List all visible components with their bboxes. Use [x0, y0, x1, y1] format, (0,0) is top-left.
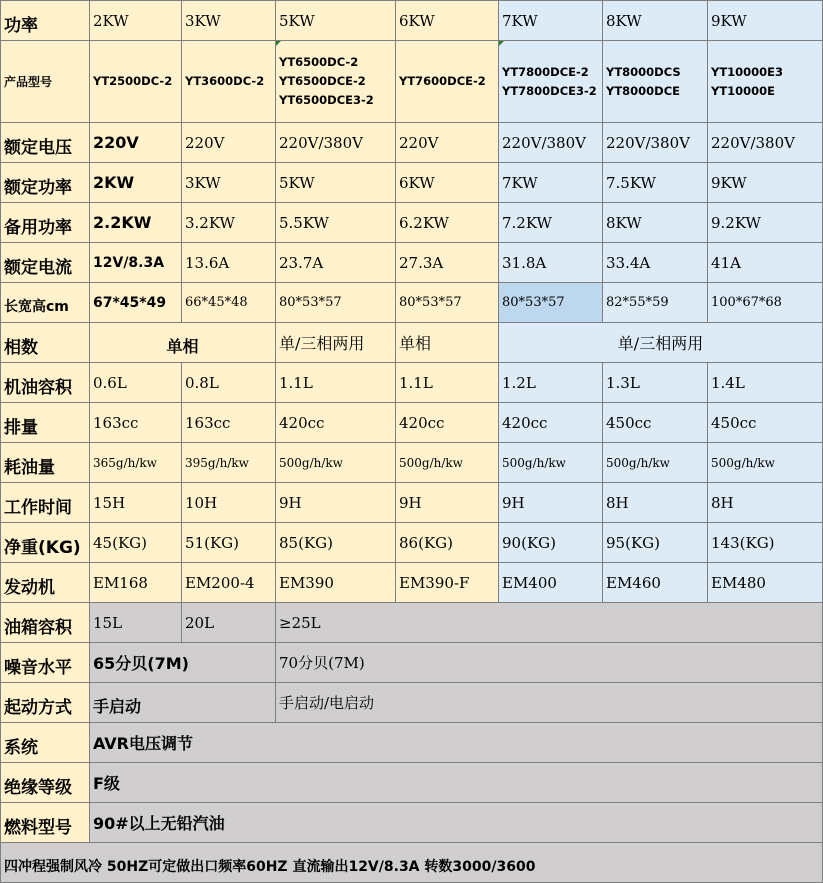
- row-system: [1, 723, 823, 763]
- row-tank-capacity: [1, 603, 823, 643]
- row-insulation: [1, 763, 823, 803]
- cell[interactable]: 12V/8.3A: [90, 243, 182, 283]
- model-name: YT10000E: [711, 83, 776, 98]
- cell[interactable]: 90(KG): [499, 523, 603, 563]
- row-label: 功率: [1, 1, 90, 41]
- cell[interactable]: 13.6A: [182, 243, 276, 283]
- cell[interactable]: 7.5KW: [603, 163, 708, 203]
- row-label: 长宽高cm: [1, 283, 90, 323]
- model-name: YT6500DCE3-2: [279, 93, 374, 107]
- model-name: YT3600DC-2: [185, 74, 265, 88]
- row-standby-power: [1, 203, 823, 243]
- cell[interactable]: EM480: [708, 563, 823, 603]
- cell[interactable]: 220V/380V: [708, 123, 823, 163]
- row-label: 绝缘等级: [1, 763, 90, 803]
- cell[interactable]: 8KW: [603, 1, 708, 41]
- cell[interactable]: 9KW: [708, 163, 823, 203]
- row-label: 净重(KG): [1, 523, 90, 563]
- cell[interactable]: 500g/h/kw: [396, 443, 499, 483]
- row-run-time: [1, 483, 823, 523]
- cell[interactable]: 1.4L: [708, 363, 823, 403]
- row-label: 噪音水平: [1, 643, 90, 683]
- model-name: YT10000E3: [711, 64, 784, 79]
- cell[interactable]: 27.3A: [396, 243, 499, 283]
- cell[interactable]: 2KW: [90, 163, 182, 203]
- row-label: 起动方式: [1, 683, 90, 723]
- cell[interactable]: 单相: [90, 323, 276, 363]
- cell[interactable]: 5.5KW: [276, 203, 396, 243]
- cell[interactable]: 31.8A: [499, 243, 603, 283]
- cell[interactable]: EM390: [276, 563, 396, 603]
- cell[interactable]: 1.3L: [603, 363, 708, 403]
- model-name: YT7800DCE3-2: [502, 83, 597, 98]
- cell[interactable]: 90#以上无铅汽油: [90, 803, 823, 843]
- model-name: YT7800DCE-2: [502, 64, 589, 79]
- cell[interactable]: 365g/h/kw: [90, 443, 182, 483]
- row-label: 备用功率: [1, 203, 90, 243]
- cell[interactable]: 10H: [182, 483, 276, 523]
- cell[interactable]: 65分贝(7M): [90, 643, 276, 683]
- cell[interactable]: 单相: [396, 323, 499, 363]
- cell[interactable]: [708, 41, 823, 123]
- cell[interactable]: 220V: [396, 123, 499, 163]
- row-rated-voltage: [1, 123, 823, 163]
- cell[interactable]: 2KW: [90, 1, 182, 41]
- row-oil-capacity: [1, 363, 823, 403]
- cell[interactable]: 85(KG): [276, 523, 396, 563]
- cell[interactable]: 70分贝(7M): [276, 643, 823, 683]
- row-fuel-type: [1, 803, 823, 843]
- cell[interactable]: 86(KG): [396, 523, 499, 563]
- cell[interactable]: 单/三相两用: [276, 323, 396, 363]
- cell[interactable]: 500g/h/kw: [276, 443, 396, 483]
- cell[interactable]: 5KW: [276, 163, 396, 203]
- cell[interactable]: 7.2KW: [499, 203, 603, 243]
- cell[interactable]: 500g/h/kw: [603, 443, 708, 483]
- cell[interactable]: 23.7A: [276, 243, 396, 283]
- cell[interactable]: 单/三相两用: [499, 323, 823, 363]
- model-name: YT7600DCE-2: [399, 74, 486, 88]
- cell[interactable]: 6.2KW: [396, 203, 499, 243]
- cell[interactable]: 8H: [603, 483, 708, 523]
- row-rated-power: [1, 163, 823, 203]
- cell[interactable]: [276, 41, 396, 123]
- row-label: 机油容积: [1, 363, 90, 403]
- cell[interactable]: 163cc: [182, 403, 276, 443]
- cell[interactable]: 220V/380V: [499, 123, 603, 163]
- cell[interactable]: 143(KG): [708, 523, 823, 563]
- row-label: 发动机: [1, 563, 90, 603]
- row-label: 油箱容积: [1, 603, 90, 643]
- cell[interactable]: 15L: [90, 603, 182, 643]
- cell[interactable]: 9KW: [708, 1, 823, 41]
- cell[interactable]: [90, 41, 182, 123]
- cell[interactable]: 手启动/电启动: [276, 683, 823, 723]
- cell[interactable]: F级: [90, 763, 823, 803]
- cell[interactable]: 20L: [182, 603, 276, 643]
- selected-cell[interactable]: 80*53*57: [499, 283, 603, 323]
- cell[interactable]: 1.2L: [499, 363, 603, 403]
- cell[interactable]: 5KW: [276, 1, 396, 41]
- cell[interactable]: EM390-F: [396, 563, 499, 603]
- footer-note[interactable]: 四冲程强制风冷 50HZ可定做出口频率60HZ 直流输出12V/8.3A 转数3000/3600: [1, 843, 823, 883]
- cell[interactable]: 500g/h/kw: [499, 443, 603, 483]
- cell[interactable]: EM168: [90, 563, 182, 603]
- model-name: YT8000DCS: [606, 64, 681, 79]
- cell[interactable]: 2.2KW: [90, 203, 182, 243]
- cell[interactable]: EM200-4: [182, 563, 276, 603]
- cell[interactable]: 82*55*59: [603, 283, 708, 323]
- cell[interactable]: EM460: [603, 563, 708, 603]
- row-label: 相数: [1, 323, 90, 363]
- cell[interactable]: [182, 41, 276, 123]
- row-footer: [1, 843, 823, 883]
- cell[interactable]: 220V/380V: [276, 123, 396, 163]
- row-dimensions: [1, 283, 823, 323]
- row-label: 产品型号: [1, 41, 90, 123]
- row-noise: [1, 643, 823, 683]
- cell[interactable]: 500g/h/kw: [708, 443, 823, 483]
- row-label: 额定电流: [1, 243, 90, 283]
- cell[interactable]: 45(KG): [90, 523, 182, 563]
- cell[interactable]: 9H: [276, 483, 396, 523]
- cell[interactable]: [396, 41, 499, 123]
- cell[interactable]: 420cc: [499, 403, 603, 443]
- row-fuel-consumption: [1, 443, 823, 483]
- cell[interactable]: [499, 41, 603, 123]
- cell[interactable]: 395g/h/kw: [182, 443, 276, 483]
- cell[interactable]: 220V/380V: [603, 123, 708, 163]
- cell[interactable]: 7KW: [499, 1, 603, 41]
- row-engine: [1, 563, 823, 603]
- cell[interactable]: 220V: [90, 123, 182, 163]
- cell[interactable]: 7KW: [499, 163, 603, 203]
- cell[interactable]: 9H: [499, 483, 603, 523]
- cell[interactable]: 8KW: [603, 203, 708, 243]
- row-net-weight: [1, 523, 823, 563]
- cell[interactable]: ≥25L: [276, 603, 823, 643]
- cell[interactable]: EM400: [499, 563, 603, 603]
- cell[interactable]: 0.6L: [90, 363, 182, 403]
- row-label: 系统: [1, 723, 90, 763]
- cell[interactable]: 6KW: [396, 163, 499, 203]
- cell[interactable]: [603, 41, 708, 123]
- row-model: [1, 41, 823, 123]
- cell[interactable]: 80*53*57: [276, 283, 396, 323]
- cell[interactable]: 163cc: [90, 403, 182, 443]
- cell[interactable]: 手启动: [90, 683, 276, 723]
- model-name: YT2500DC-2: [93, 74, 173, 88]
- cell[interactable]: 95(KG): [603, 523, 708, 563]
- cell[interactable]: 6KW: [396, 1, 499, 41]
- cell[interactable]: 3KW: [182, 163, 276, 203]
- cell[interactable]: 33.4A: [603, 243, 708, 283]
- cell[interactable]: 1.1L: [396, 363, 499, 403]
- model-name: YT6500DCE-2: [279, 74, 366, 88]
- cell[interactable]: 15H: [90, 483, 182, 523]
- row-label: 燃料型号: [1, 803, 90, 843]
- row-power: [1, 1, 823, 41]
- cell[interactable]: 220V: [182, 123, 276, 163]
- cell[interactable]: 1.1L: [276, 363, 396, 403]
- cell[interactable]: AVR电压调节: [90, 723, 823, 763]
- row-label: 耗油量: [1, 443, 90, 483]
- cell[interactable]: 450cc: [708, 403, 823, 443]
- model-name: YT8000DCE: [606, 83, 681, 98]
- cell[interactable]: 450cc: [603, 403, 708, 443]
- row-rated-current: [1, 243, 823, 283]
- cell[interactable]: 67*45*49: [90, 283, 182, 323]
- cell[interactable]: 8H: [708, 483, 823, 523]
- row-start-mode: [1, 683, 823, 723]
- cell[interactable]: 9.2KW: [708, 203, 823, 243]
- cell[interactable]: 420cc: [276, 403, 396, 443]
- row-label: 工作时间: [1, 483, 90, 523]
- cell[interactable]: 100*67*68: [708, 283, 823, 323]
- cell[interactable]: 3KW: [182, 1, 276, 41]
- row-label: 额定电压: [1, 123, 90, 163]
- model-name: YT6500DC-2: [279, 55, 359, 69]
- row-label: 排量: [1, 403, 90, 443]
- row-label: 额定功率: [1, 163, 90, 203]
- cell[interactable]: 66*45*48: [182, 283, 276, 323]
- cell[interactable]: 420cc: [396, 403, 499, 443]
- cell[interactable]: 41A: [708, 243, 823, 283]
- cell[interactable]: 51(KG): [182, 523, 276, 563]
- cell[interactable]: 80*53*57: [396, 283, 499, 323]
- cell[interactable]: 9H: [396, 483, 499, 523]
- row-displacement: [1, 403, 823, 443]
- cell[interactable]: 0.8L: [182, 363, 276, 403]
- cell[interactable]: 3.2KW: [182, 203, 276, 243]
- row-phase: [1, 323, 823, 363]
